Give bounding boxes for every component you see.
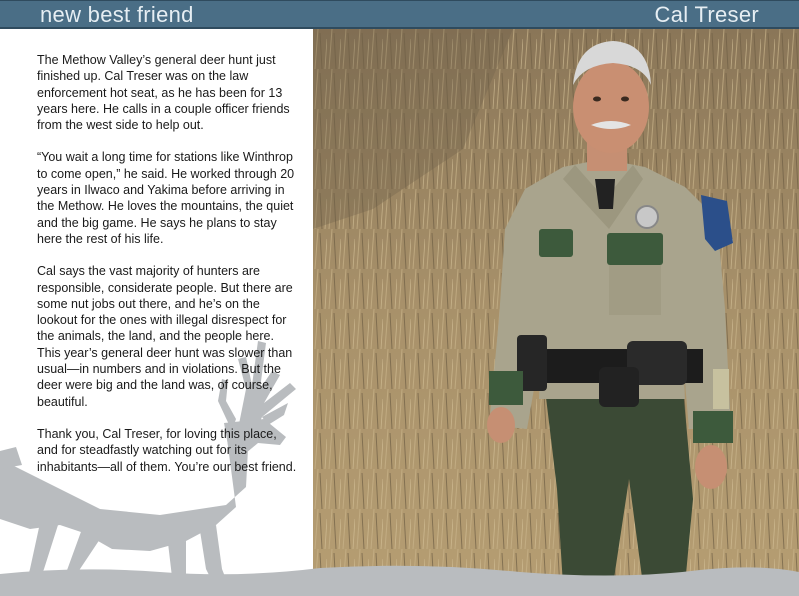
officer-photo [313,29,799,585]
officer-photo-illustration [313,29,799,585]
header-bar [0,0,799,29]
article-paragraph: The Methow Valley’s general deer hunt just finished up. Cal Treser was on the law enforcement hot seat, as he has been for 13 years here. He calls in a couple officer friends from the west side to help out. [37,53,290,133]
article-panel [0,29,313,596]
page-title: new best friend [40,2,194,27]
subject-name: Cal Treser [654,2,759,27]
article-paragraph: Cal says the vast majority of hunters are responsible, considerate people. But there are some nut jobs out there, and he’s on the lookout for the ones with illegal disrespect for the animals, the land, and the people here. This year’s general deer hunt was slower than usual—in numbers and in violations. But the deer were big and the land was, of course, beautiful. [37,264,293,409]
ground-silhouette [0,560,799,596]
article-paragraph: “You wait a long time for stations like Winthrop to come open,” he said. He worked through 20 years in Ilwaco and Yakima before arriving in the Methow. He loves the mountains, the quiet and the big game. He says he plans to stay here the rest of his life. [37,150,295,246]
article-paragraph: Thank you, Cal Treser, for loving this place, and for steadfastly watching out for its inhabitants—all of them. You’re our best friend. [37,426,297,474]
article-body [37,52,299,491]
